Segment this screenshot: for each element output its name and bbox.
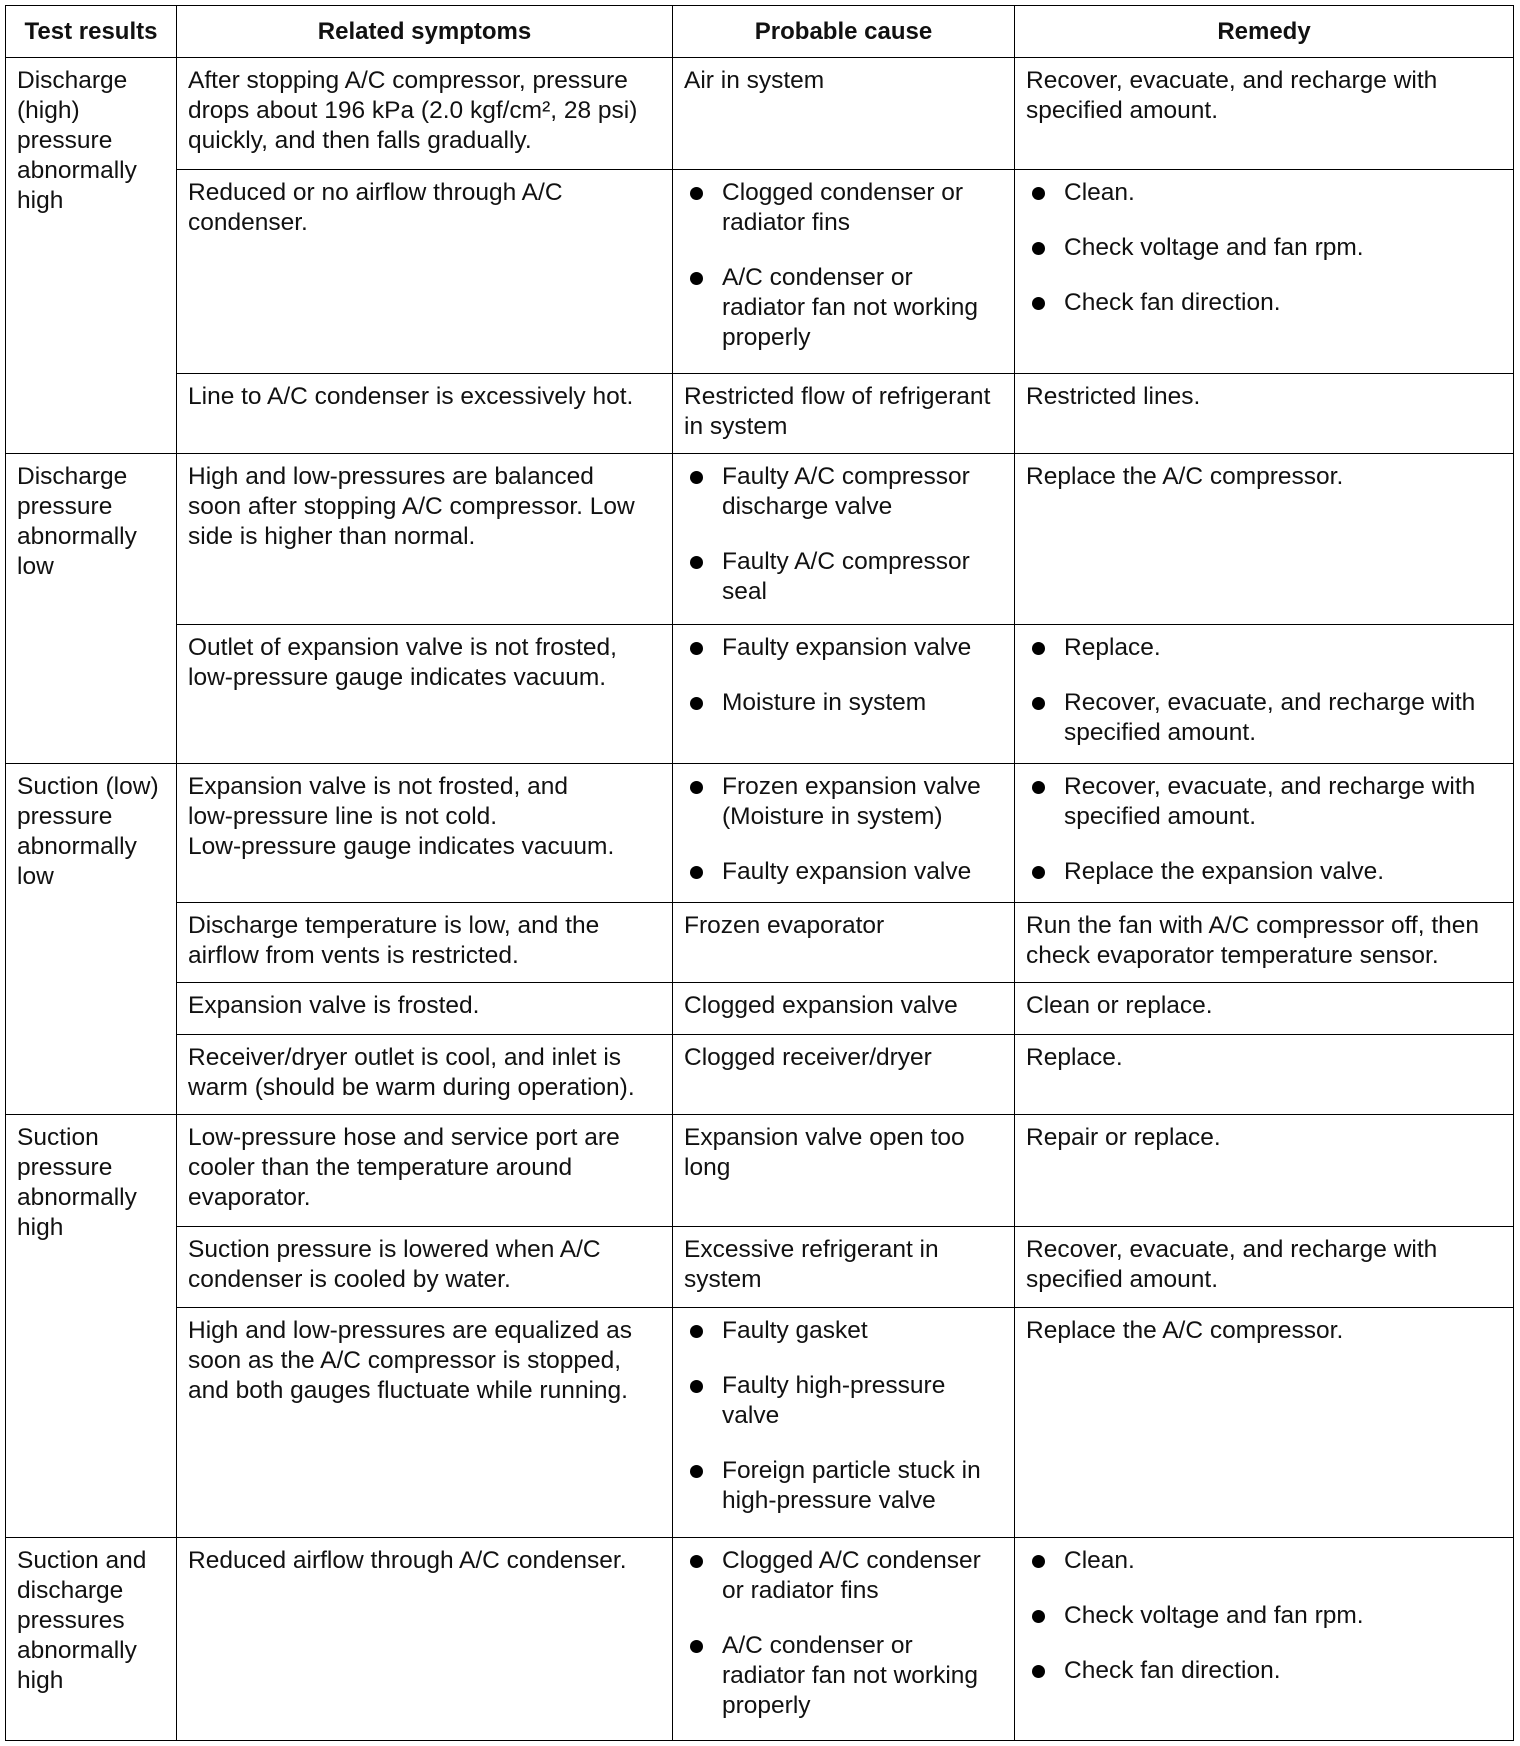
cause-cell-text: Clogged expansion valve bbox=[684, 992, 958, 1020]
bullet-dot-icon bbox=[690, 1380, 703, 1393]
symptom-text: Low-pressure hose and service port are cooler than the temperature around evaporator. bbox=[188, 1124, 620, 1211]
symptom-text: Receiver/dryer outlet is cool, and inlet is warm (should be warm during operation). bbox=[188, 1043, 635, 1101]
cause-cell-list bbox=[684, 178, 1004, 353]
remedy-cell-text: Replace the A/C compressor. bbox=[1026, 462, 1344, 490]
bullet-dot-icon bbox=[1032, 781, 1045, 794]
remedy-cell-list bbox=[1026, 633, 1503, 748]
symptom-cell bbox=[177, 1307, 673, 1537]
test-result-text: Discharge pressure abnormally low bbox=[17, 462, 137, 580]
bullet-item bbox=[684, 1456, 1004, 1516]
remedy-cell bbox=[1015, 764, 1514, 903]
table-row bbox=[6, 1034, 1514, 1114]
bullet-item bbox=[684, 772, 1004, 832]
bullet-dot-icon bbox=[1032, 242, 1045, 255]
remedy-cell-list bbox=[1026, 178, 1503, 318]
symptom-text: Suction pressure is lowered when A/C condenser is cooled by water. bbox=[188, 1236, 601, 1294]
bullet-dot-icon bbox=[1032, 866, 1045, 879]
remedy-cell bbox=[1015, 1307, 1514, 1537]
bullet-item bbox=[1026, 288, 1503, 318]
symptom-cell bbox=[177, 58, 673, 170]
table-row bbox=[6, 373, 1514, 453]
bullet-dot-icon bbox=[1032, 1555, 1045, 1568]
symptom-text: Reduced airflow through A/C condenser. bbox=[188, 1546, 627, 1574]
header-remedy: Remedy bbox=[1015, 6, 1514, 58]
remedy-cell-list bbox=[1026, 1546, 1503, 1686]
bullet-text: Replace the expansion valve. bbox=[1064, 858, 1385, 886]
bullet-dot-icon bbox=[690, 697, 703, 710]
table-row bbox=[6, 625, 1514, 764]
symptom-text: Line to A/C condenser is excessively hot. bbox=[188, 382, 634, 410]
bullet-dot-icon bbox=[690, 866, 703, 879]
bullet-dot-icon bbox=[1032, 697, 1045, 710]
remedy-cell-text: Recover, evacuate, and recharge with specified amount. bbox=[1026, 1236, 1438, 1294]
table-row bbox=[6, 764, 1514, 903]
symptom-text: High and low-pressures are balanced soon after stopping A/C compressor. Low side is higher than normal. bbox=[188, 462, 635, 550]
table-row bbox=[6, 1115, 1514, 1227]
bullet-text: Recover, evacuate, and recharge with specified amount. bbox=[1064, 773, 1476, 831]
bullet-dot-icon bbox=[1032, 297, 1045, 310]
bullet-text: Moisture in system bbox=[722, 689, 927, 717]
table-row bbox=[6, 170, 1514, 373]
symptom-cell bbox=[177, 170, 673, 373]
remedy-cell-text: Restricted lines. bbox=[1026, 382, 1201, 410]
symptom-cell bbox=[177, 764, 673, 903]
cause-cell bbox=[673, 373, 1015, 453]
bullet-item bbox=[684, 462, 1004, 522]
cause-cell bbox=[673, 58, 1015, 170]
cause-cell bbox=[673, 170, 1015, 373]
cause-cell bbox=[673, 1307, 1015, 1537]
cause-cell bbox=[673, 1115, 1015, 1227]
cause-cell-list bbox=[684, 633, 1004, 718]
symptom-cell bbox=[177, 453, 673, 624]
bullet-item bbox=[684, 633, 1004, 663]
remedy-cell-text: Run the fan with A/C compressor off, then check evaporator temperature sensor. bbox=[1026, 912, 1480, 970]
bullet-item bbox=[1026, 1546, 1503, 1576]
bullet-text: A/C condenser or radiator fan not working properly bbox=[722, 1631, 979, 1719]
test-result-cell bbox=[6, 58, 177, 454]
bullet-dot-icon bbox=[1032, 642, 1045, 655]
remedy-cell-text: Replace the A/C compressor. bbox=[1026, 1316, 1344, 1344]
bullet-text: Faulty A/C compressor discharge valve bbox=[722, 462, 970, 520]
table-row bbox=[6, 1307, 1514, 1537]
table-row bbox=[6, 1227, 1514, 1307]
cause-cell bbox=[673, 764, 1015, 903]
header-test-results: Test results bbox=[6, 6, 177, 58]
bullet-dot-icon bbox=[690, 1640, 703, 1653]
bullet-dot-icon bbox=[690, 1325, 703, 1338]
bullet-text: Check voltage and fan rpm. bbox=[1064, 234, 1364, 262]
test-result-cell bbox=[6, 453, 177, 763]
bullet-item bbox=[1026, 633, 1503, 663]
bullet-dot-icon bbox=[1032, 1665, 1045, 1678]
table-row bbox=[6, 453, 1514, 624]
cause-cell bbox=[673, 903, 1015, 983]
remedy-cell bbox=[1015, 1115, 1514, 1227]
bullet-dot-icon bbox=[690, 781, 703, 794]
remedy-cell bbox=[1015, 58, 1514, 170]
bullet-item bbox=[684, 688, 1004, 718]
bullet-text: Clogged condenser or radiator fins bbox=[722, 179, 964, 237]
diagnosis-table bbox=[5, 5, 1514, 1741]
symptom-cell bbox=[177, 1034, 673, 1114]
bullet-item bbox=[1026, 1601, 1503, 1631]
remedy-cell-list bbox=[1026, 772, 1503, 887]
bullet-text: Faulty A/C compressor seal bbox=[722, 547, 970, 605]
cause-cell-text: Air in system bbox=[684, 67, 825, 94]
remedy-cell-text: Recover, evacuate, and recharge with specified amount. bbox=[1026, 67, 1438, 124]
remedy-cell bbox=[1015, 1227, 1514, 1307]
bullet-text: Faulty expansion valve bbox=[722, 634, 972, 662]
bullet-text: Clogged A/C condenser or radiator fins bbox=[722, 1546, 981, 1604]
bullet-dot-icon bbox=[690, 1465, 703, 1478]
remedy-cell bbox=[1015, 373, 1514, 453]
remedy-cell bbox=[1015, 1034, 1514, 1114]
symptom-cell bbox=[177, 903, 673, 983]
bullet-item bbox=[1026, 233, 1503, 263]
cause-cell bbox=[673, 1034, 1015, 1114]
bullet-text: Check fan direction. bbox=[1064, 289, 1281, 317]
bullet-item bbox=[684, 1371, 1004, 1431]
symptom-text: Expansion valve is not frosted, and low-pressure line is not cold. Low-pressure gauge indicates vacuum. bbox=[188, 773, 615, 861]
test-result-text: Discharge (high) pressure abnormally high bbox=[17, 67, 137, 214]
symptom-text: Expansion valve is frosted. bbox=[188, 992, 480, 1020]
bullet-dot-icon bbox=[690, 556, 703, 569]
test-result-cell bbox=[6, 764, 177, 1115]
symptom-cell bbox=[177, 373, 673, 453]
bullet-item bbox=[1026, 857, 1503, 887]
bullet-text: Frozen expansion valve (Moisture in system) bbox=[722, 773, 981, 831]
bullet-text: A/C condenser or radiator fan not working properly bbox=[722, 264, 979, 352]
bullet-item bbox=[1026, 178, 1503, 208]
bullet-item bbox=[684, 547, 1004, 607]
table-row bbox=[6, 58, 1514, 170]
symptom-cell bbox=[177, 1227, 673, 1307]
bullet-text: Check fan direction. bbox=[1064, 1656, 1281, 1684]
bullet-text: Faulty expansion valve bbox=[722, 858, 972, 886]
cause-cell bbox=[673, 1537, 1015, 1740]
bullet-item bbox=[1026, 772, 1503, 832]
cause-cell-text: Excessive refrigerant in system bbox=[684, 1236, 939, 1294]
symptom-text: Reduced or no airflow through A/C condenser. bbox=[188, 179, 563, 237]
table-row bbox=[6, 903, 1514, 983]
bullet-text: Clean. bbox=[1064, 179, 1135, 207]
bullet-item bbox=[684, 1631, 1004, 1721]
cause-cell-text: Frozen evaporator bbox=[684, 912, 885, 940]
symptom-cell bbox=[177, 1115, 673, 1227]
table-row bbox=[6, 983, 1514, 1034]
symptom-cell bbox=[177, 983, 673, 1034]
cause-cell bbox=[673, 453, 1015, 624]
cause-cell bbox=[673, 1227, 1015, 1307]
bullet-dot-icon bbox=[690, 471, 703, 484]
symptom-text: Outlet of expansion valve is not frosted, low-pressure gauge indicates vacuum. bbox=[188, 634, 617, 692]
bullet-item bbox=[684, 857, 1004, 887]
cause-cell-list bbox=[684, 1316, 1004, 1516]
remedy-cell-text: Repair or replace. bbox=[1026, 1124, 1221, 1151]
test-result-text: Suction and discharge pressures abnormally high bbox=[17, 1546, 147, 1694]
bullet-item bbox=[1026, 1656, 1503, 1686]
table-body bbox=[6, 58, 1514, 1741]
header-row bbox=[6, 6, 1514, 58]
remedy-cell bbox=[1015, 983, 1514, 1034]
header-probable-cause: Probable cause bbox=[673, 6, 1015, 58]
bullet-item bbox=[684, 263, 1004, 353]
cause-cell-list bbox=[684, 772, 1004, 887]
bullet-item bbox=[684, 178, 1004, 238]
cause-cell-list bbox=[684, 1546, 1004, 1721]
remedy-cell-text: Clean or replace. bbox=[1026, 992, 1213, 1020]
cause-cell-text: Clogged receiver/dryer bbox=[684, 1043, 932, 1071]
symptom-cell bbox=[177, 1537, 673, 1740]
bullet-text: Foreign particle stuck in high-pressure valve bbox=[722, 1456, 981, 1514]
bullet-text: Clean. bbox=[1064, 1546, 1135, 1574]
bullet-dot-icon bbox=[690, 187, 703, 200]
cause-cell-text: Expansion valve open too long bbox=[684, 1124, 965, 1181]
symptom-text: High and low-pressures are equalized as soon as the A/C compressor is stopped, and both gauges fluctuate while running. bbox=[188, 1316, 632, 1404]
remedy-cell bbox=[1015, 170, 1514, 373]
bullet-dot-icon bbox=[1032, 187, 1045, 200]
bullet-item bbox=[1026, 688, 1503, 748]
remedy-cell bbox=[1015, 453, 1514, 624]
bullet-text: Faulty gasket bbox=[722, 1316, 868, 1344]
bullet-text: Check voltage and fan rpm. bbox=[1064, 1601, 1364, 1629]
remedy-cell bbox=[1015, 903, 1514, 983]
bullet-item bbox=[684, 1316, 1004, 1346]
cause-cell-text: Restricted flow of refrigerant in system bbox=[684, 382, 991, 440]
test-result-text: Suction (low) pressure abnormally low bbox=[17, 773, 159, 891]
symptom-cell bbox=[177, 625, 673, 764]
bullet-dot-icon bbox=[690, 1555, 703, 1568]
bullet-dot-icon bbox=[690, 642, 703, 655]
cause-cell bbox=[673, 625, 1015, 764]
test-result-text: Suction pressure abnormally high bbox=[17, 1124, 137, 1241]
bullet-text: Replace. bbox=[1064, 634, 1161, 662]
remedy-cell bbox=[1015, 625, 1514, 764]
test-result-cell bbox=[6, 1537, 177, 1740]
bullet-text: Faulty high-pressure valve bbox=[722, 1371, 946, 1429]
bullet-item bbox=[684, 1546, 1004, 1606]
bullet-dot-icon bbox=[690, 272, 703, 285]
cause-cell-list bbox=[684, 462, 1004, 607]
remedy-cell-text: Replace. bbox=[1026, 1043, 1123, 1071]
table-row bbox=[6, 1537, 1514, 1740]
symptom-text: Discharge temperature is low, and the airflow from vents is restricted. bbox=[188, 912, 600, 970]
bullet-text: Recover, evacuate, and recharge with specified amount. bbox=[1064, 689, 1476, 747]
symptom-text: After stopping A/C compressor, pressure drops about 196 kPa (2.0 kgf/cm², 28 psi) quickly, and then falls gradually. bbox=[188, 67, 638, 154]
remedy-cell bbox=[1015, 1537, 1514, 1740]
bullet-dot-icon bbox=[1032, 1610, 1045, 1623]
header-related-symptoms: Related symptoms bbox=[177, 6, 673, 58]
test-result-cell bbox=[6, 1115, 177, 1538]
cause-cell bbox=[673, 983, 1015, 1034]
